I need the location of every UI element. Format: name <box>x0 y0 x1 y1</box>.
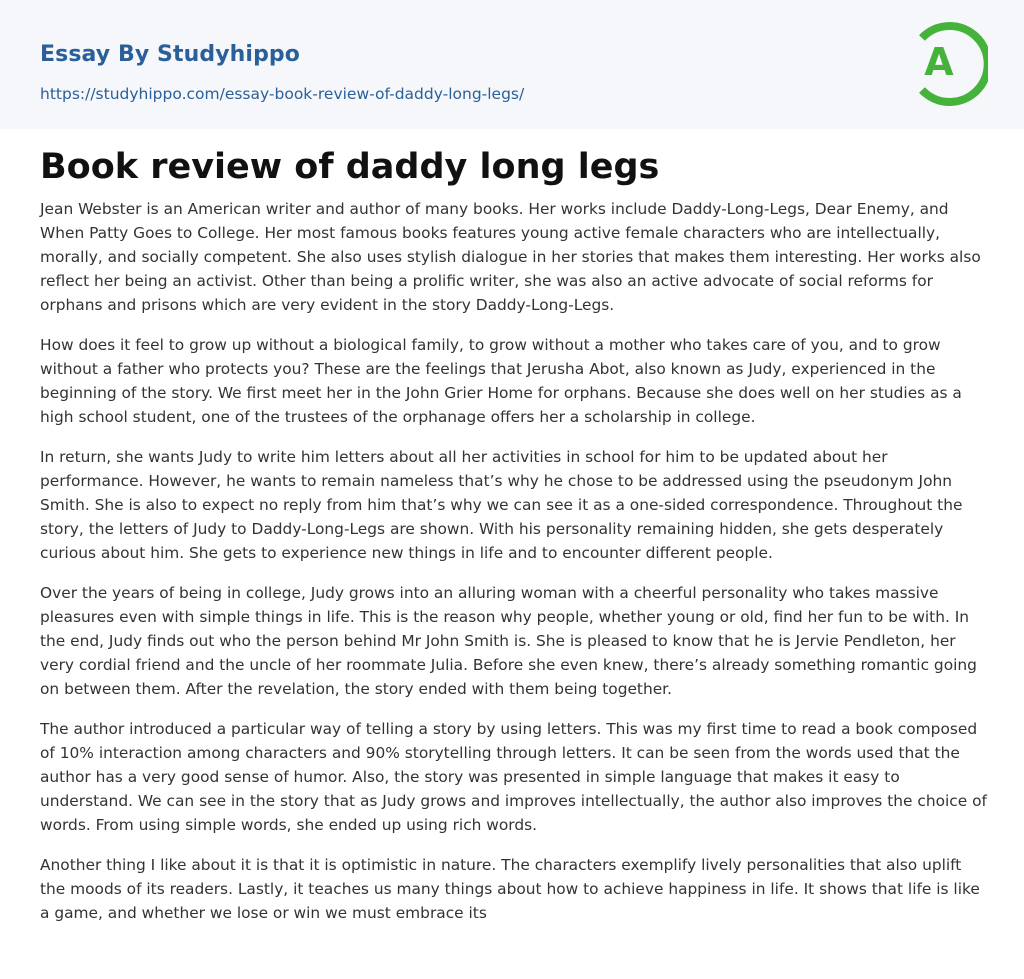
site-header <box>0 0 1024 129</box>
article-paragraph-1: Jean Webster is an American writer and author of many books. Her works include Daddy-Long-Legs, Dear Enemy, and When Patty Goes to College. Her most famous books features young active female characters who are intellectually, morally, and socially competent. She also uses stylish dialogue in her stories that makes them interesting. Her works also reflect her being an activist. Other than being a prolific writer, she was also an active advocate of social reforms for orphans and prisons which are very evident in the story Daddy-Long-Legs. <box>40 200 981 314</box>
essay-url-link[interactable]: https://studyhippo.com/essay-book-review-of-daddy-long-legs/ <box>40 85 525 103</box>
article-paragraph-5: The author introduced a particular way of telling a story by using letters. This was my first time to read a book composed of 10% interaction among characters and 90% storytelling through letters. It can be seen from the words used that the author has a very good sense of humor. Also, the story was presented in simple language that makes it easy to understand. We can see in the story that as Judy grows and improves intellectually, the author also improves the choice of words. From using simple words, she ended up using rich words. <box>40 720 987 834</box>
studyhippo-logo[interactable] <box>912 18 988 106</box>
article-paragraph-4: Over the years of being in college, Judy grows into an alluring woman with a cheerful personality who takes massive pleasures even with simple things in life. This is the reason why people, whether young or old, find her fun to be with. In the end, Judy finds out who the person behind Mr John Smith is. She is pleased to know that he is Jervie Pendleton, her very cordial friend and the uncle of her roommate Julia. Before she even knew, there’s already something romantic going on between them. After the revelation, the story ended with them being together. <box>40 584 977 698</box>
logo-letter: A <box>924 40 954 84</box>
article-paragraph-2: How does it feel to grow up without a biological family, to grow without a mother who takes care of you, and to grow without a father who protects you? These are the feelings that Jerusha Abot, also known as Judy, experienced in the beginning of the story. We first meet her in the John Grier Home for orphans. Because she does well on her studies as a high school student, one of the trustees of the orphanage offers her a scholarship in college. <box>40 336 962 426</box>
site-brand[interactable]: Essay By Studyhippo <box>40 42 300 67</box>
article-paragraph-3: In return, she wants Judy to write him letters about all her activities in school for him to be updated about her performance. However, he wants to remain nameless that’s why he chose to be addressed using the pseudonym John Smith. She is also to expect no reply from him that’s why we can see it as a one-sided correspondence. Throughout the story, the letters of Judy to Daddy-Long-Legs are shown. With his personality remaining hidden, she gets desperately curious about him. She gets to experience new things in life and to encounter different people. <box>40 448 963 562</box>
article-paragraph-6: Another thing I like about it is that it is optimistic in nature. The characters exemplify lively personalities that also uplift the moods of its readers. Lastly, it teaches us many things about how to achieve happiness in life. It shows that life is like a game, and whether we lose or win we must embrace its <box>40 856 980 922</box>
article-content <box>40 145 988 941</box>
article-title: Book review of daddy long legs <box>40 147 660 187</box>
